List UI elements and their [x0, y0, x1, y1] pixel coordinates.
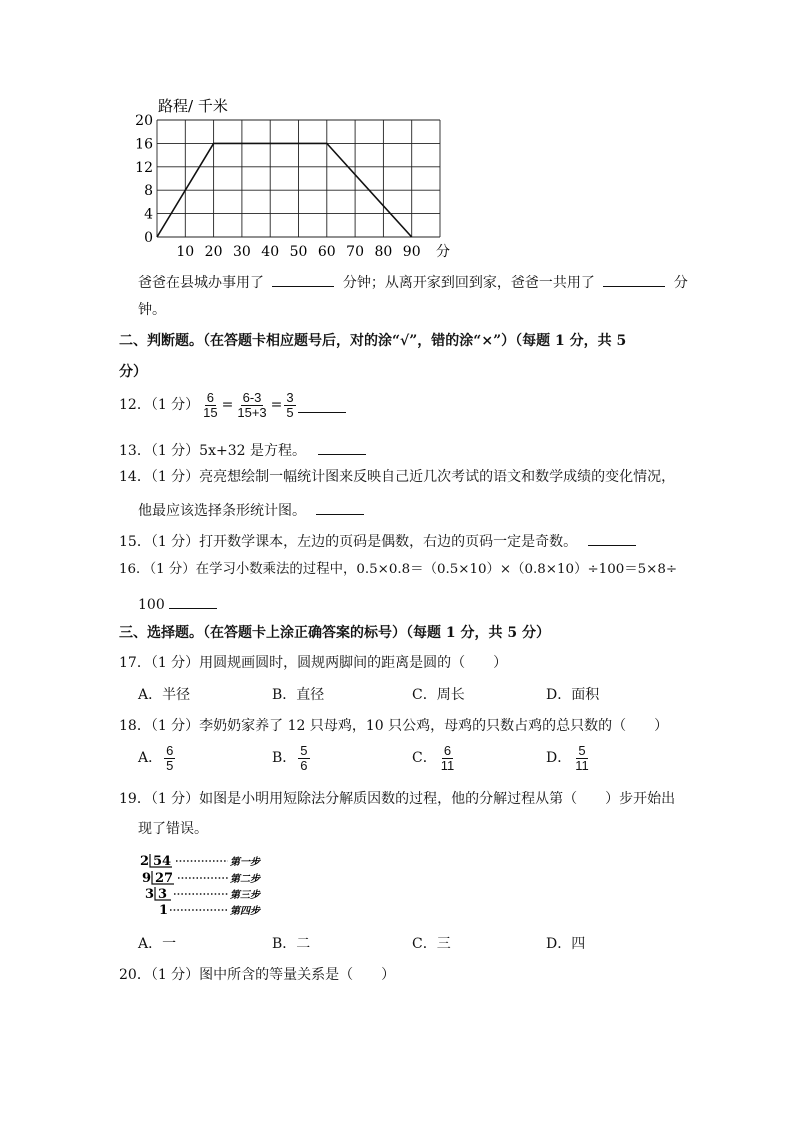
- q18-d-label: D．: [546, 750, 572, 767]
- q19-option-c[interactable]: C．三: [412, 936, 451, 952]
- graph-x-unit: 分: [436, 244, 450, 260]
- q19-stem-line2: 现了错误。: [138, 821, 208, 837]
- y-tick-label: 20: [135, 113, 153, 129]
- x-tick-label: 70: [346, 244, 365, 260]
- q18-c-label: C．: [412, 750, 437, 767]
- y-tick-label: 8: [144, 183, 153, 200]
- q18-a-label: A．: [138, 750, 163, 767]
- graph-x-ticks: [176, 244, 420, 260]
- q11-answer-line1: [138, 272, 688, 290]
- q18-b-fraction: [298, 744, 309, 772]
- fig-step-2: 第二步: [230, 874, 260, 885]
- q19-option-b[interactable]: B．二: [272, 936, 311, 952]
- q18-d-num: 5: [578, 743, 586, 758]
- q18-option-b[interactable]: [272, 744, 312, 772]
- q18-a-num: 6: [166, 743, 174, 758]
- y-tick-label: 12: [135, 159, 153, 176]
- q18-a-fraction: [164, 744, 175, 772]
- q12-f1-den: 15: [203, 404, 218, 420]
- q12-f1-num: 6: [206, 390, 215, 405]
- short-division-figure: [138, 852, 278, 922]
- q18-option-c[interactable]: [412, 744, 458, 772]
- y-tick-label: 4: [144, 206, 153, 223]
- graph-y-ticks: [135, 113, 153, 246]
- fig-r2-value: 27: [155, 871, 174, 886]
- x-tick-label: 40: [261, 244, 280, 260]
- q12-prefix: 12．（1 分）: [119, 397, 200, 414]
- q14-blank[interactable]: [316, 500, 364, 515]
- q18-b-den: 6: [300, 757, 308, 773]
- x-tick-label: 80: [374, 244, 393, 260]
- graph-grid: [157, 120, 440, 237]
- q12-fraction-2: [235, 391, 268, 419]
- distance-time-graph: [120, 95, 460, 265]
- q18-c-fraction: [439, 744, 457, 772]
- q14-line2: [138, 500, 364, 518]
- q11-blank-2[interactable]: [603, 272, 665, 287]
- q18-option-d[interactable]: [546, 744, 593, 772]
- q17-option-b[interactable]: B．直径: [272, 687, 325, 703]
- q16-line1: 16．（1 分）在学习小数乘法的过程中，0.5×0.8＝（0.5×10）×（0.8×10）÷100＝5×8÷: [119, 562, 678, 577]
- q14-line1: 14．（1 分）亮亮想绘制一幅统计图来反映自己近几次考试的语文和数学成绩的变化情况，: [119, 469, 676, 485]
- q11-text-a: 爸爸在县城办事用了: [138, 275, 264, 291]
- q12-f2-num: 6-3: [242, 390, 262, 405]
- q16-blank[interactable]: [169, 594, 217, 609]
- q18-b-num: 5: [300, 743, 308, 758]
- q15-blank[interactable]: [588, 531, 636, 546]
- q13-text: 13．（1 分）5x+32 是方程。: [119, 443, 306, 459]
- q15: [119, 531, 636, 549]
- fig-r4-value: 1: [159, 903, 169, 918]
- fig-r1-divisor: 2: [140, 854, 150, 869]
- fig-step-1: 第一步: [230, 857, 260, 868]
- q17-option-a[interactable]: A．半径: [138, 687, 191, 703]
- section2-heading-line1: 二、判断题。（在答题卡相应题号后，对的涂“√”，错的涂“×”）（每题 1 分，共 5: [119, 333, 627, 349]
- q19-option-d[interactable]: D．四: [546, 936, 586, 952]
- q11-text-b: 分钟；从离开家到回到家，爸爸一共用了: [342, 275, 595, 291]
- x-tick-label: 20: [204, 244, 223, 260]
- q12: [119, 391, 346, 419]
- q18-d-fraction: [573, 744, 591, 772]
- fig-r1-value: 54: [153, 854, 172, 869]
- q11-blank-1[interactable]: [272, 272, 334, 287]
- q17-option-c[interactable]: C．周长: [412, 687, 465, 703]
- q12-eq2: =: [270, 397, 283, 414]
- q12-f3-den: 5: [286, 404, 294, 420]
- q20-stem: 20．（1 分）图中所含的等量关系是（ ）: [119, 967, 396, 983]
- q12-fraction-1: [201, 391, 219, 419]
- q12-blank[interactable]: [298, 398, 346, 413]
- y-tick-label: 16: [135, 136, 153, 153]
- q12-eq1: =: [221, 397, 234, 414]
- q15-text: 15．（1 分）打开数学课本，左边的页码是偶数，右边的页码一定是奇数。: [119, 534, 578, 550]
- q18-c-num: 6: [443, 743, 452, 758]
- q18-stem: 18．（1 分）李奶奶家养了 12 只母鸡，10 只公鸡，母鸡的只数占鸡的总只数的（ ）: [119, 718, 669, 734]
- q17-option-d[interactable]: D．面积: [546, 687, 600, 703]
- x-tick-label: 90: [402, 244, 421, 260]
- graph-y-label: 路程/ 千米: [158, 97, 228, 115]
- fig-step-4: 第四步: [230, 906, 260, 917]
- q12-f3-num: 3: [286, 390, 294, 405]
- q12-fraction-3: [284, 391, 295, 419]
- q17-stem: 17．（1 分）用圆规画圆时，圆规两脚间的距离是圆的（ ）: [119, 655, 508, 671]
- q14-text: 他最应该选择条形统计图。: [138, 503, 306, 519]
- fig-r3-divisor: 3: [145, 887, 155, 902]
- q13-blank[interactable]: [318, 440, 366, 455]
- q16-line2: [138, 594, 217, 612]
- q19-stem-line1: 19．（1 分）如图是小明用短除法分解质因数的过程，他的分解过程从第（ ）步开始出: [119, 791, 676, 807]
- fig-r3-value: 3: [158, 887, 168, 902]
- section3-heading: 三、选择题。（在答题卡上涂正确答案的标号）（每题 1 分，共 5 分）: [119, 625, 550, 641]
- q18-c-den: 11: [440, 757, 455, 773]
- q18-d-den: 11: [575, 757, 589, 773]
- q11-text-c: 分: [673, 275, 688, 291]
- y-tick-label: 0: [144, 230, 153, 246]
- q16-text: 100: [138, 597, 165, 613]
- x-tick-label: 60: [317, 244, 336, 260]
- q18-b-label: B．: [272, 750, 297, 767]
- q12-f2-den: 15+3: [237, 404, 267, 420]
- q13: [119, 440, 366, 458]
- q11-answer-line2: 钟。: [138, 302, 166, 318]
- x-tick-label: 50: [289, 244, 308, 260]
- section2-heading-line2: 分）: [119, 364, 147, 380]
- x-tick-label: 10: [176, 244, 195, 260]
- fig-r2-divisor: 9: [142, 871, 152, 886]
- q19-option-a[interactable]: A．一: [138, 936, 177, 952]
- fig-step-3: 第三步: [230, 890, 260, 901]
- x-tick-label: 30: [232, 244, 251, 260]
- q18-a-den: 5: [166, 757, 174, 773]
- q18-option-a[interactable]: [138, 744, 177, 772]
